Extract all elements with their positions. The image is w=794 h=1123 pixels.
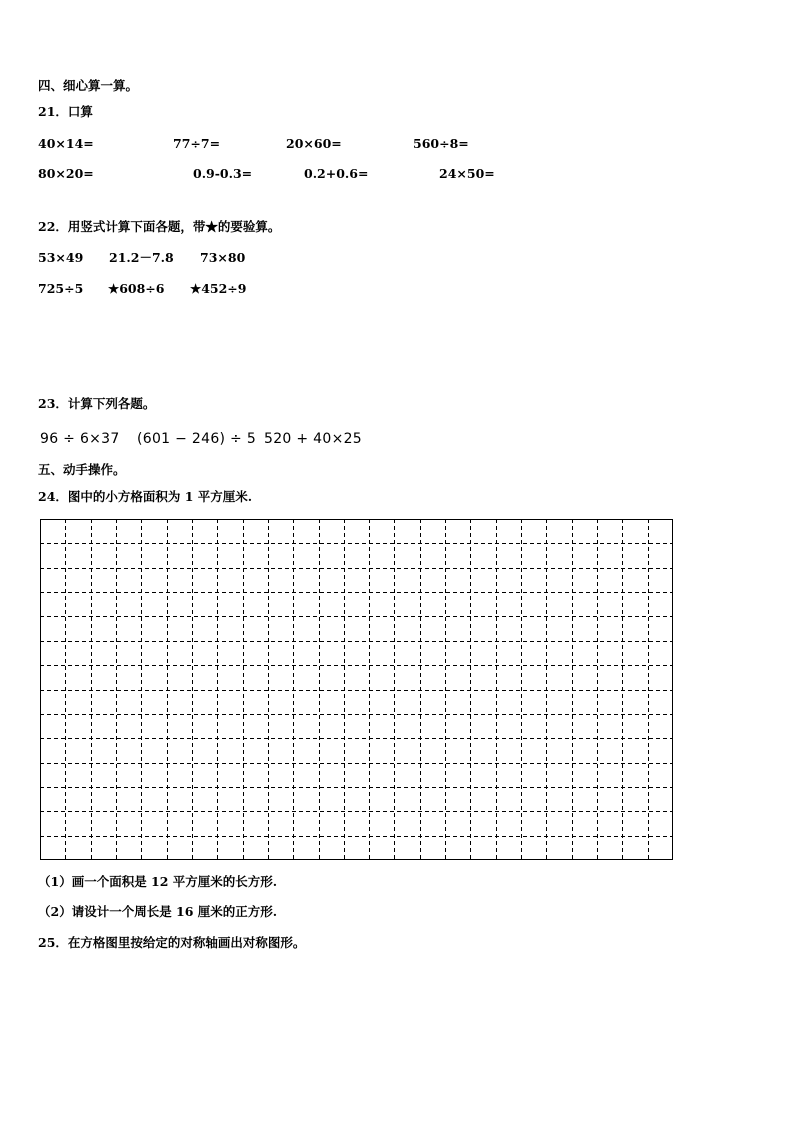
q24-title: 24．图中的小方格面积为 1 平方厘米. — [38, 489, 253, 504]
section-5-heading: 五、动手操作。 — [38, 462, 126, 477]
q24-sub-2: （2）请设计一个周长是 16 厘米的正方形. — [38, 904, 278, 919]
q23-expr-3: 520 + 40×25 — [264, 431, 363, 447]
q21-item-7: 0.2+0.6= — [304, 166, 369, 181]
q24-sub-1: （1）画一个面积是 12 平方厘米的长方形. — [38, 874, 278, 889]
q22-title: 22．用竖式计算下面各题，带★的要验算。 — [38, 219, 281, 234]
q22-item-2: 21.2－7.8 — [109, 250, 174, 265]
q22-item-6: ★452÷9 — [190, 281, 247, 296]
grid-border — [41, 520, 673, 860]
q21-title: 21．口算 — [38, 104, 93, 119]
square-grid — [40, 519, 674, 861]
q23-title: 23．计算下列各题。 — [38, 396, 156, 411]
q22-item-5: ★608÷6 — [108, 281, 165, 296]
grid-lines — [40, 519, 673, 860]
q21-item-4: 560÷8= — [413, 136, 469, 151]
q21-item-2: 77÷7= — [173, 136, 221, 151]
q23-expr-2: (601 − 246) ÷ 5 — [137, 431, 257, 447]
section-4-heading: 四、细心算一算。 — [38, 78, 139, 93]
q22-item-1: 53×49 — [38, 250, 84, 265]
q25-title: 25．在方格图里按给定的对称轴画出对称图形。 — [38, 935, 306, 950]
q23-expr-1: 96 ÷ 6×37 — [40, 431, 120, 447]
q21-item-3: 20×60= — [286, 136, 342, 151]
q21-item-8: 24×50= — [439, 166, 495, 181]
q22-item-3: 73×80 — [200, 250, 246, 265]
q22-item-4: 725÷5 — [38, 281, 84, 296]
q21-item-5: 80×20= — [38, 166, 94, 181]
q21-item-6: 0.9-0.3= — [193, 166, 253, 181]
q21-item-1: 40×14= — [38, 136, 94, 151]
